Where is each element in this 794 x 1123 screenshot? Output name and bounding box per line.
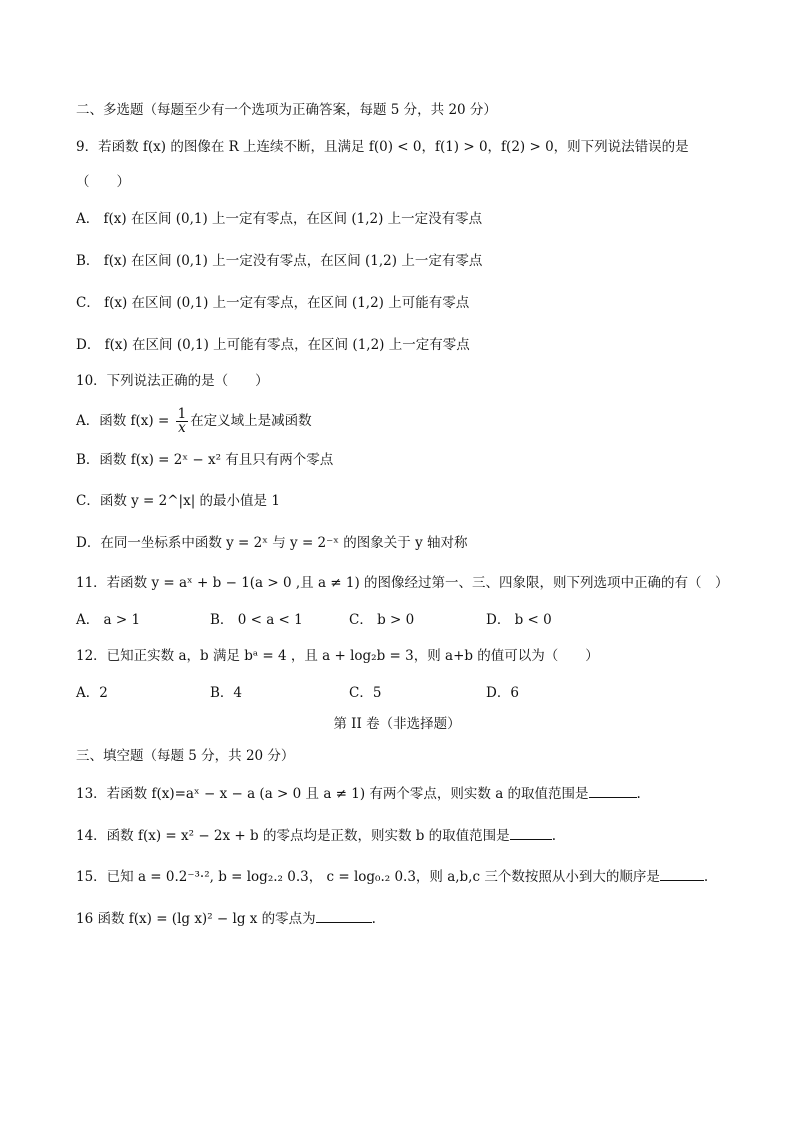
option-a-suffix: 在定义域上是减函数 <box>190 413 312 429</box>
question-12-stem: 12．已知正实数 a，b 满足 bᵃ = 4 ，且 a + log₂b = 3，则 a+b 的值可以为（ ） <box>76 648 599 664</box>
question-16-text: 16 函数 f(x) = (lg x)² − lg x 的零点为 <box>76 911 316 927</box>
question-10-stem: 10．下列说法正确的是（ ） <box>76 373 269 389</box>
question-11-option-d: D． b < 0 <box>486 612 552 628</box>
question-9-option-c: C． f(x) 在区间 (0,1) 上一定有零点，在区间 (1,2) 上可能有零点 <box>76 295 470 311</box>
question-11-option-a: A． a > 1 <box>76 612 141 628</box>
fraction-numerator: 1 <box>177 406 187 422</box>
question-14 <box>76 825 556 846</box>
question-12-option-b: B．4 <box>210 685 243 701</box>
question-16 <box>76 908 376 929</box>
question-9-paren: （ ） <box>76 174 130 190</box>
question-14-end: . <box>551 828 556 844</box>
section-heading-multiple-choice: 二、多选题（每题至少有一个选项为正确答案，每题 5 分，共 20 分） <box>76 102 497 118</box>
question-9-option-a: A． f(x) 在区间 (0,1) 上一定有零点，在区间 (1,2) 上一定没有零点 <box>76 211 483 227</box>
question-14-text: 14．函数 f(x) = x² − 2x + b 的零点均是正数，则实数 b 的取值范围是 <box>76 828 510 844</box>
answer-blank[interactable] <box>510 825 552 840</box>
question-10-option-a <box>76 408 312 435</box>
answer-blank[interactable] <box>589 783 637 798</box>
question-10-option-d: D．在同一坐标系中函数 y = 2ˣ 与 y = 2⁻ˣ 的图象关于 y 轴对称 <box>76 535 468 551</box>
question-15-end: . <box>703 869 709 885</box>
option-a-prefix: A．函数 f(x) = <box>76 413 174 429</box>
volume-2-title: 第 II 卷（非选择题） <box>333 716 461 732</box>
question-9-stem: 9．若函数 f(x) 的图像在 R 上连续不断，且满足 f(0) < 0，f(1) > 0，f(2) > 0，则下列说法错误的是 <box>76 139 689 155</box>
question-15 <box>76 866 708 887</box>
question-12-option-a: A．2 <box>76 685 108 701</box>
question-9-option-b: B． f(x) 在区间 (0,1) 上一定没有零点，在区间 (1,2) 上一定有零点 <box>76 253 483 269</box>
question-13-text: 13．若函数 f(x)=aˣ − x − a (a > 0 且 a ≠ 1) 有两个零点，则实数 a 的取值范围是 <box>76 786 589 802</box>
answer-blank[interactable] <box>660 866 704 881</box>
fraction-denominator: x <box>178 420 186 436</box>
question-11-stem: 11．若函数 y = aˣ + b − 1(a > 0 ,且 a ≠ 1) 的图像经过第一、三、四象限，则下列选项中正确的有（ ） <box>76 575 729 591</box>
fraction <box>176 408 189 435</box>
question-11-option-b: B． 0 < a < 1 <box>210 612 303 628</box>
question-11-option-c: C． b > 0 <box>349 612 415 628</box>
question-10-option-c: C．函数 y = 2^|x| 的最小值是 1 <box>76 493 280 509</box>
answer-blank[interactable] <box>316 908 372 923</box>
question-9-option-d: D． f(x) 在区间 (0,1) 上可能有零点，在区间 (1,2) 上一定有零点 <box>76 337 470 353</box>
question-12-option-d: D．6 <box>486 685 519 701</box>
question-13-end: . <box>636 786 641 802</box>
question-13 <box>76 783 641 804</box>
question-12-option-c: C．5 <box>349 685 382 701</box>
question-10-option-b: B．函数 f(x) = 2ˣ − x² 有且只有两个零点 <box>76 452 334 468</box>
question-15-text: 15．已知 a = 0.2⁻³·², b = log₂.₂ 0.3， c = log₀.₂ 0.3，则 a,b,c 三个数按照从小到大的顺序是 <box>76 869 660 885</box>
question-16-end: . <box>371 911 376 927</box>
section-heading-fill-in: 三、填空题（每题 5 分，共 20 分） <box>76 748 295 764</box>
